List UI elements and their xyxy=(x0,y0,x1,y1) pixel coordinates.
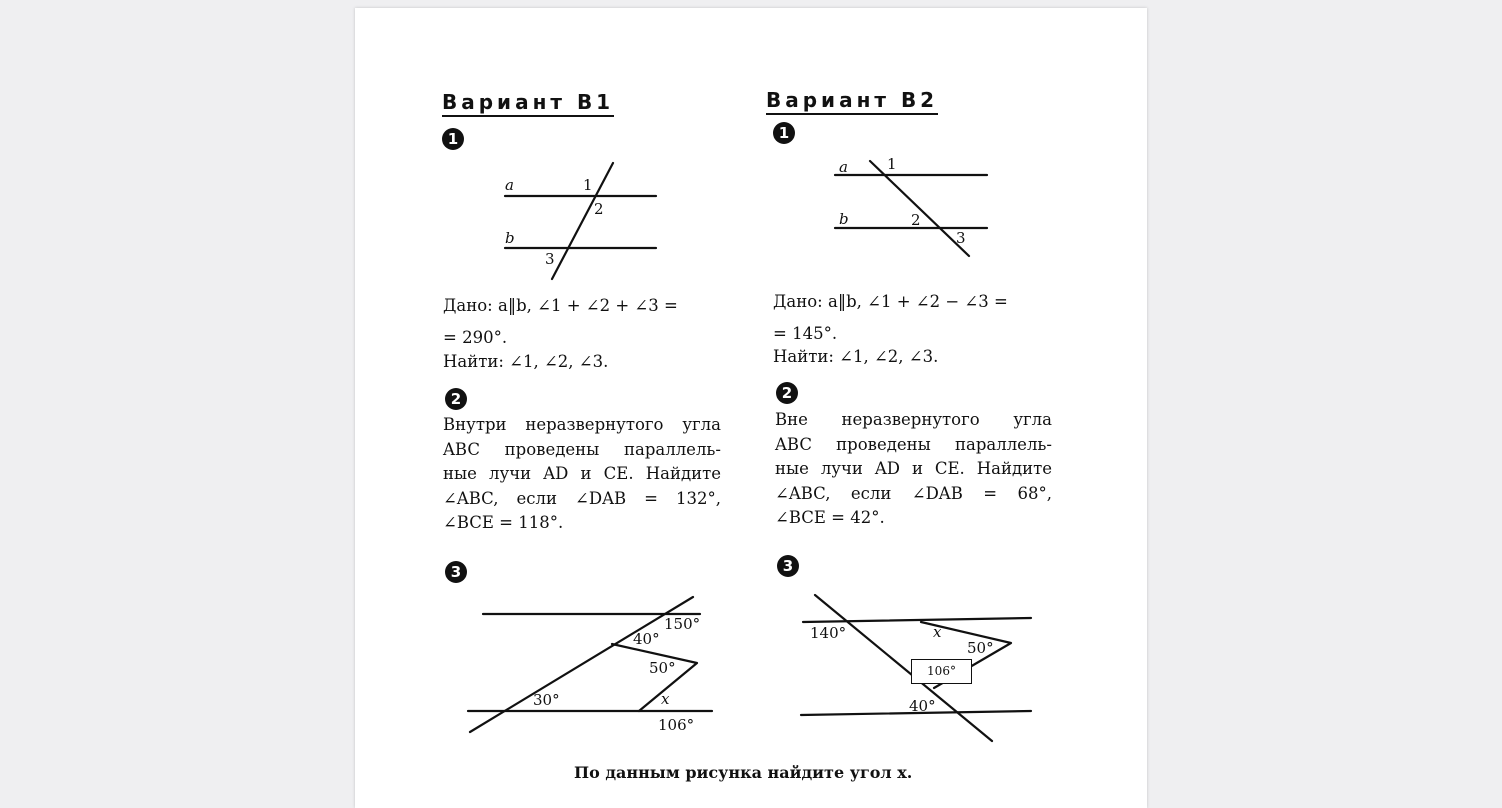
v1-t3-angle-30: 30° xyxy=(533,691,560,709)
v2-t2-line-3: ные лучи AD и CE. Найдите xyxy=(775,459,1052,478)
v1-t1-find: Найти: ∠1, ∠2, ∠3. xyxy=(443,352,609,371)
v2-task2-number: 2 xyxy=(776,382,798,404)
v1-t1-given: Дано: a‖b, ∠1 + ∠2 + ∠3 = xyxy=(443,296,678,315)
v2-task3-number: 3 xyxy=(777,555,799,577)
v2-t1-label-1: 1 xyxy=(887,155,897,173)
v2-t2-line-5: ∠BCE = 42°. xyxy=(775,508,885,527)
v2-t3-angle-50: 50° xyxy=(967,639,994,657)
v1-t3-angle-40: 40° xyxy=(633,630,660,648)
v1-t3-angle-50: 50° xyxy=(649,659,676,677)
v1-t1-label-2: 2 xyxy=(594,200,604,218)
v1-t2-line-2: ABC проведены параллель- xyxy=(443,439,721,459)
v2-t1-find: Найти: ∠1, ∠2, ∠3. xyxy=(773,347,939,366)
v2-title: Вариант В2 xyxy=(766,88,938,115)
v1-t2-line-5: ∠BCE = 118°. xyxy=(443,513,564,532)
v1-t1-label-1: 1 xyxy=(583,176,593,194)
v1-task3-number: 3 xyxy=(445,561,467,583)
v1-t1-label-a: a xyxy=(505,176,514,194)
v2-t1-given-value: = 145°. xyxy=(773,324,838,343)
v1-t3-angle-106: 106° xyxy=(658,716,695,734)
v2-t1-label-2: 2 xyxy=(911,211,921,229)
v2-t3-angle-106-box xyxy=(911,659,972,684)
v1-t3-angle-x: x xyxy=(661,690,670,708)
v2-t2-line-1: Вне неразвернутого угла xyxy=(775,410,1052,429)
worksheet-page xyxy=(355,8,1147,808)
v1-task2-number: 2 xyxy=(445,388,467,410)
v2-t3-angle-106: 106° xyxy=(927,664,956,678)
footer-instruction: По данным рисунка найдите угол x. xyxy=(574,763,913,782)
v2-t3-angle-x: x xyxy=(933,623,942,641)
v1-t2-text xyxy=(443,413,721,536)
v2-t3-line-top xyxy=(803,618,1031,622)
v2-t2-line-2: ABC проведены параллель- xyxy=(775,434,1052,454)
v1-t1-label-3: 3 xyxy=(545,250,555,268)
v1-t1-label-b: b xyxy=(505,229,515,247)
v2-t3-angle-40: 40° xyxy=(909,697,936,715)
v2-t1-label-3: 3 xyxy=(956,229,966,247)
v2-t1-label-b: b xyxy=(839,210,849,228)
v2-t1-given: Дано: a‖b, ∠1 + ∠2 − ∠3 = xyxy=(773,292,1008,311)
v2-task1-number: 1 xyxy=(773,122,795,144)
v1-title: Вариант В1 xyxy=(442,90,614,117)
v1-t3-angle-150: 150° xyxy=(664,615,701,633)
v1-t1-given-value: = 290°. xyxy=(443,328,508,347)
v2-t1-label-a: a xyxy=(839,158,848,176)
v1-t2-line-1: Внутри неразвернутого угла xyxy=(443,415,721,434)
v2-t3-angle-140: 140° xyxy=(810,624,847,642)
v1-t3-broken-line xyxy=(612,644,697,711)
v2-t2-line-4: ∠ABC, если ∠DAB = 68°, xyxy=(775,483,1052,503)
v1-t2-line-3: ные лучи AD и CE. Найдите xyxy=(443,464,721,483)
v1-t2-line-4: ∠ABC, если ∠DAB = 132°, xyxy=(443,488,721,508)
v1-task1-number: 1 xyxy=(442,128,464,150)
v2-t2-text xyxy=(775,408,1052,531)
